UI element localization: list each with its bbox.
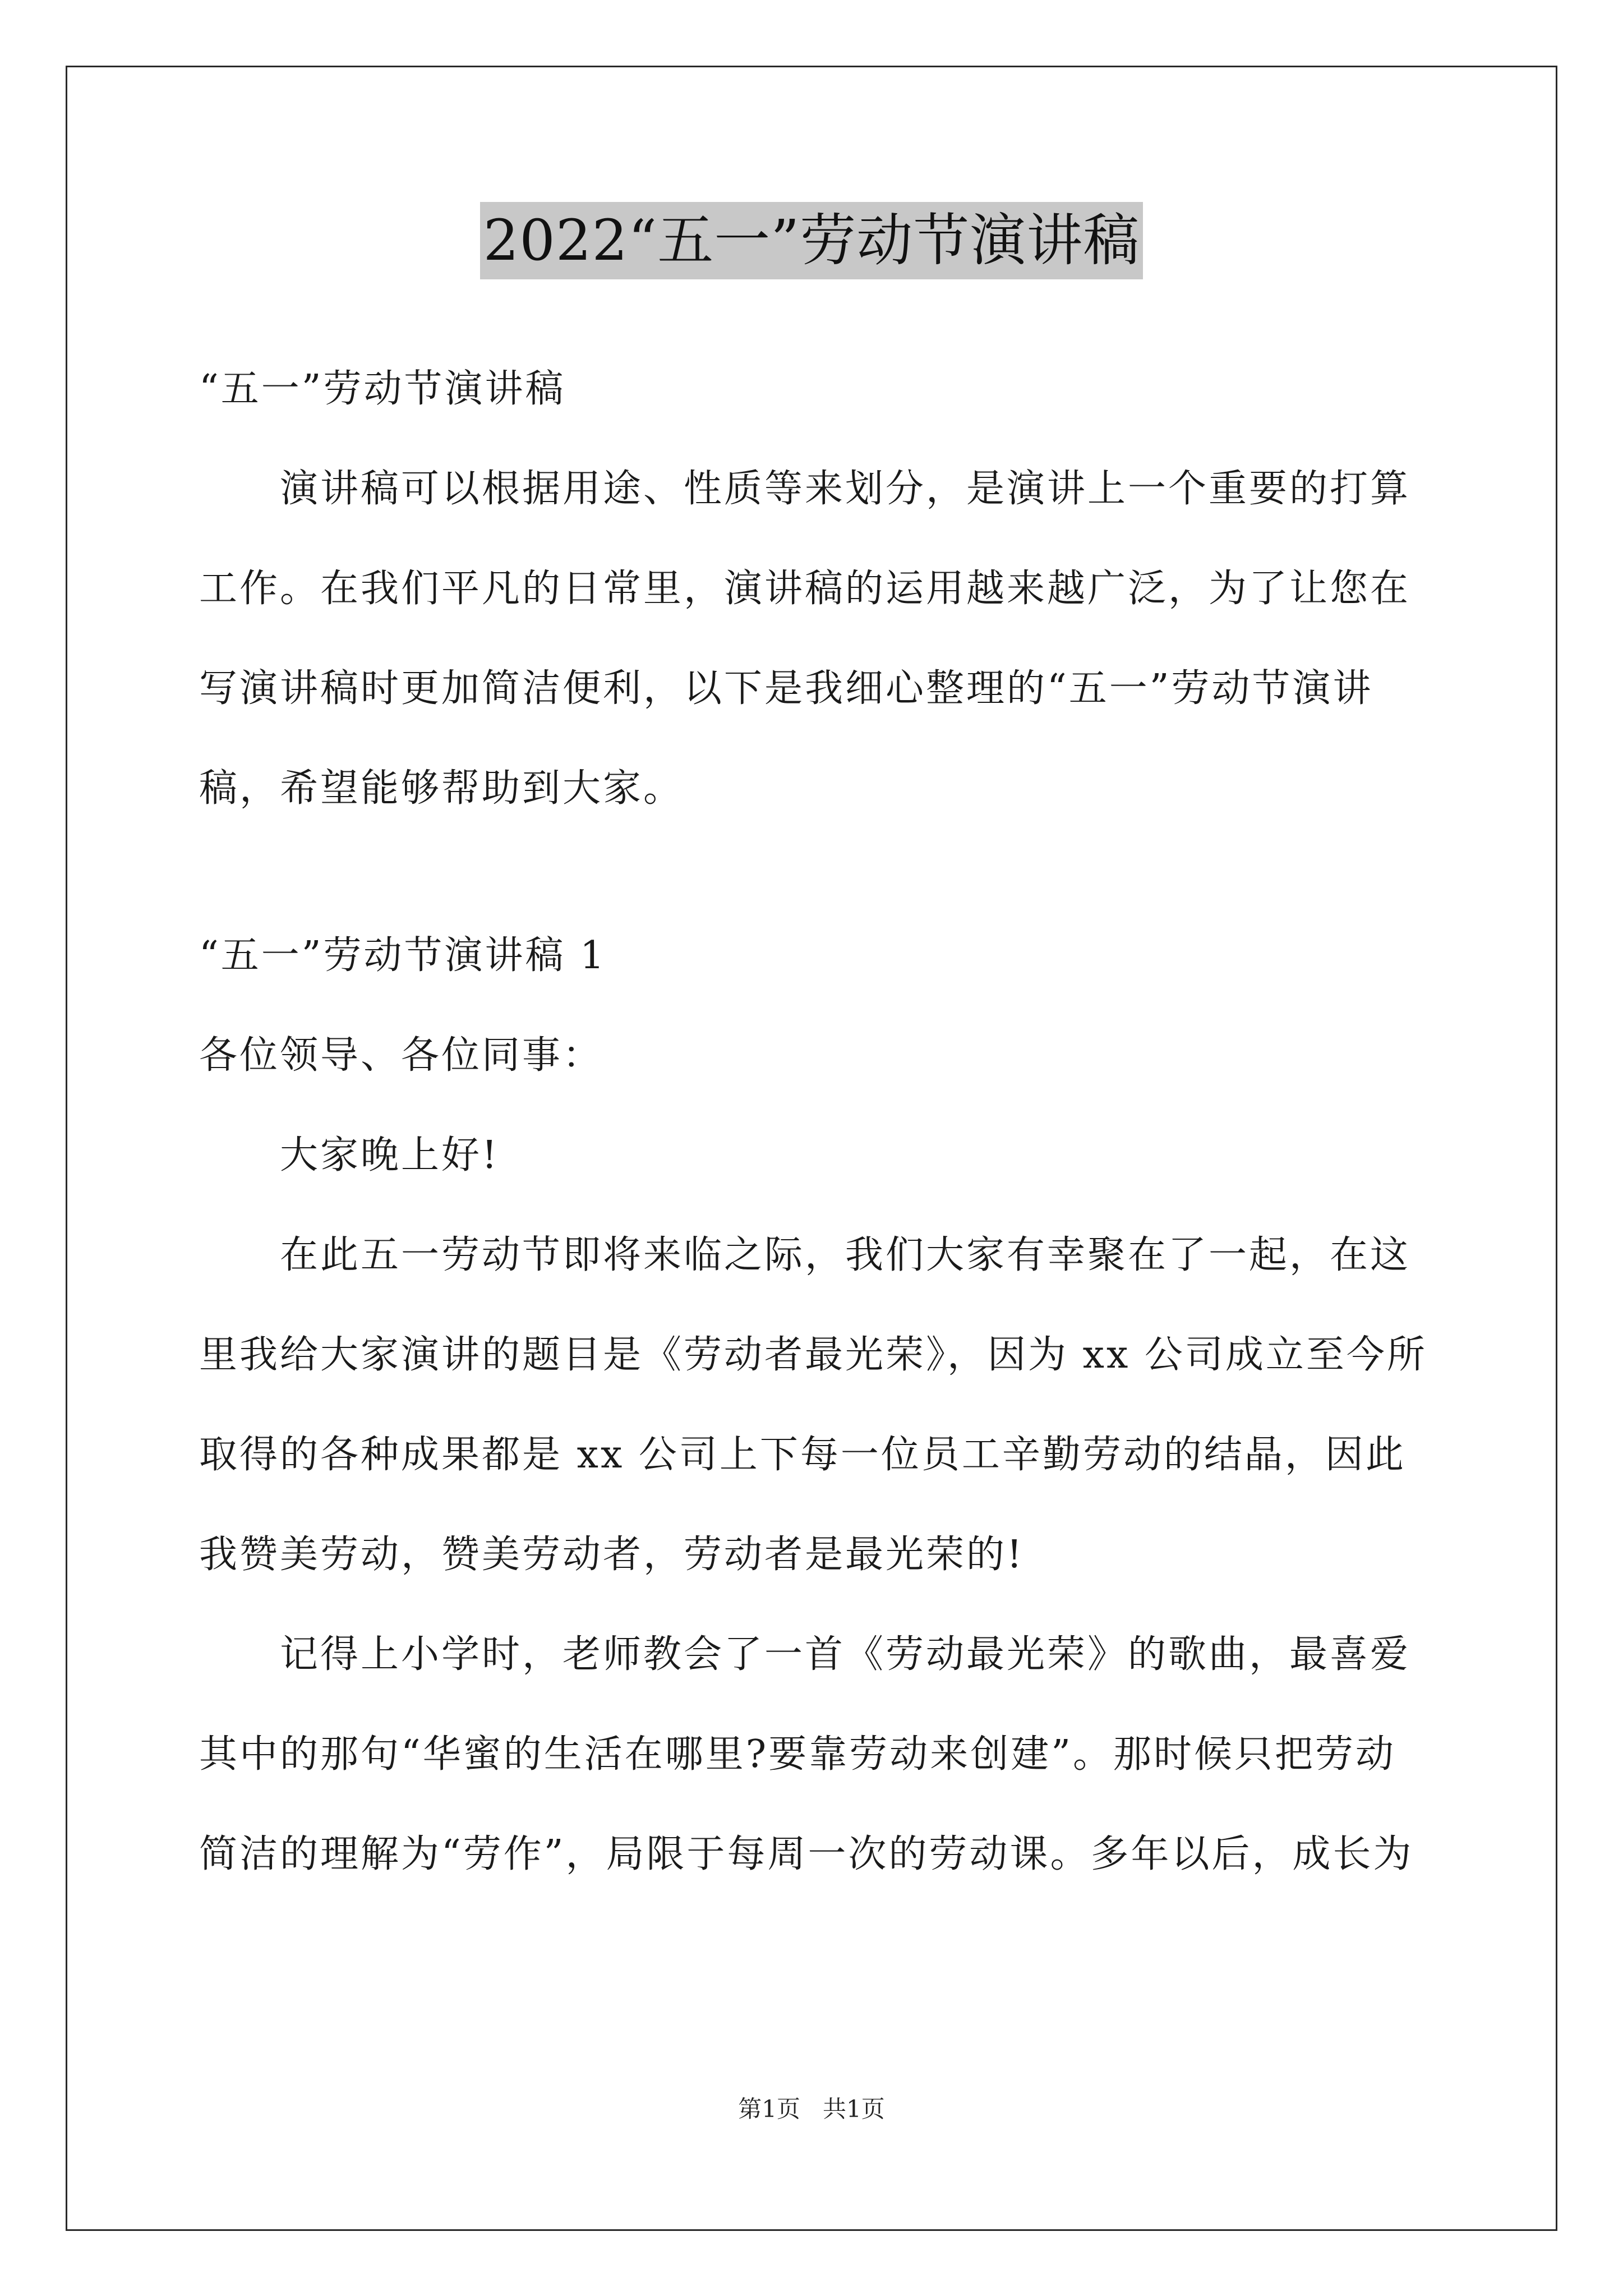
title-container xyxy=(0,202,1623,279)
document-body xyxy=(199,339,1427,1904)
greeting: 大家晚上好! xyxy=(280,1133,500,1177)
salutation: 各位领导、各位同事： xyxy=(199,1033,603,1078)
intro-paragraph: 演讲稿可以根据用途、性质等来划分，是演讲上一个重要的打算工作。在我们平凡的日常里，演讲稿的运用越来越广泛，为了让您在写演讲稿时更加简洁便利，以下是我细心整理的“五一”劳动节演讲稿，希望能够帮助到大家。 xyxy=(199,467,1411,811)
page-footer: 第1页 共1页 xyxy=(738,2095,885,2123)
section-heading: “五一”劳动节演讲稿 xyxy=(199,367,566,411)
document-title: 2022“五一”劳动节演讲稿 xyxy=(480,202,1144,279)
body-paragraph: 记得上小学时，老师教会了一首《劳动最光荣》的歌曲，最喜爱其中的那句“华蜜的生活在哪里?要靠劳动来创建”。那时候只把劳动简洁的理解为“劳作”，局限于每周一次的劳动课。多年以后，成长为 xyxy=(199,1632,1414,1876)
body-paragraph: 在此五一劳动节即将来临之际，我们大家有幸聚在了一起，在这里我给大家演讲的题目是《劳动者最光荣》，因为 xx 公司成立至今所取得的各种成果都是 xx 公司上下每一位员工辛勤劳动的结晶，因此我赞美劳动，赞美劳动者，劳动者是最光荣的! xyxy=(199,1233,1427,1577)
speech-heading: “五一”劳动节演讲稿 1 xyxy=(199,933,607,978)
